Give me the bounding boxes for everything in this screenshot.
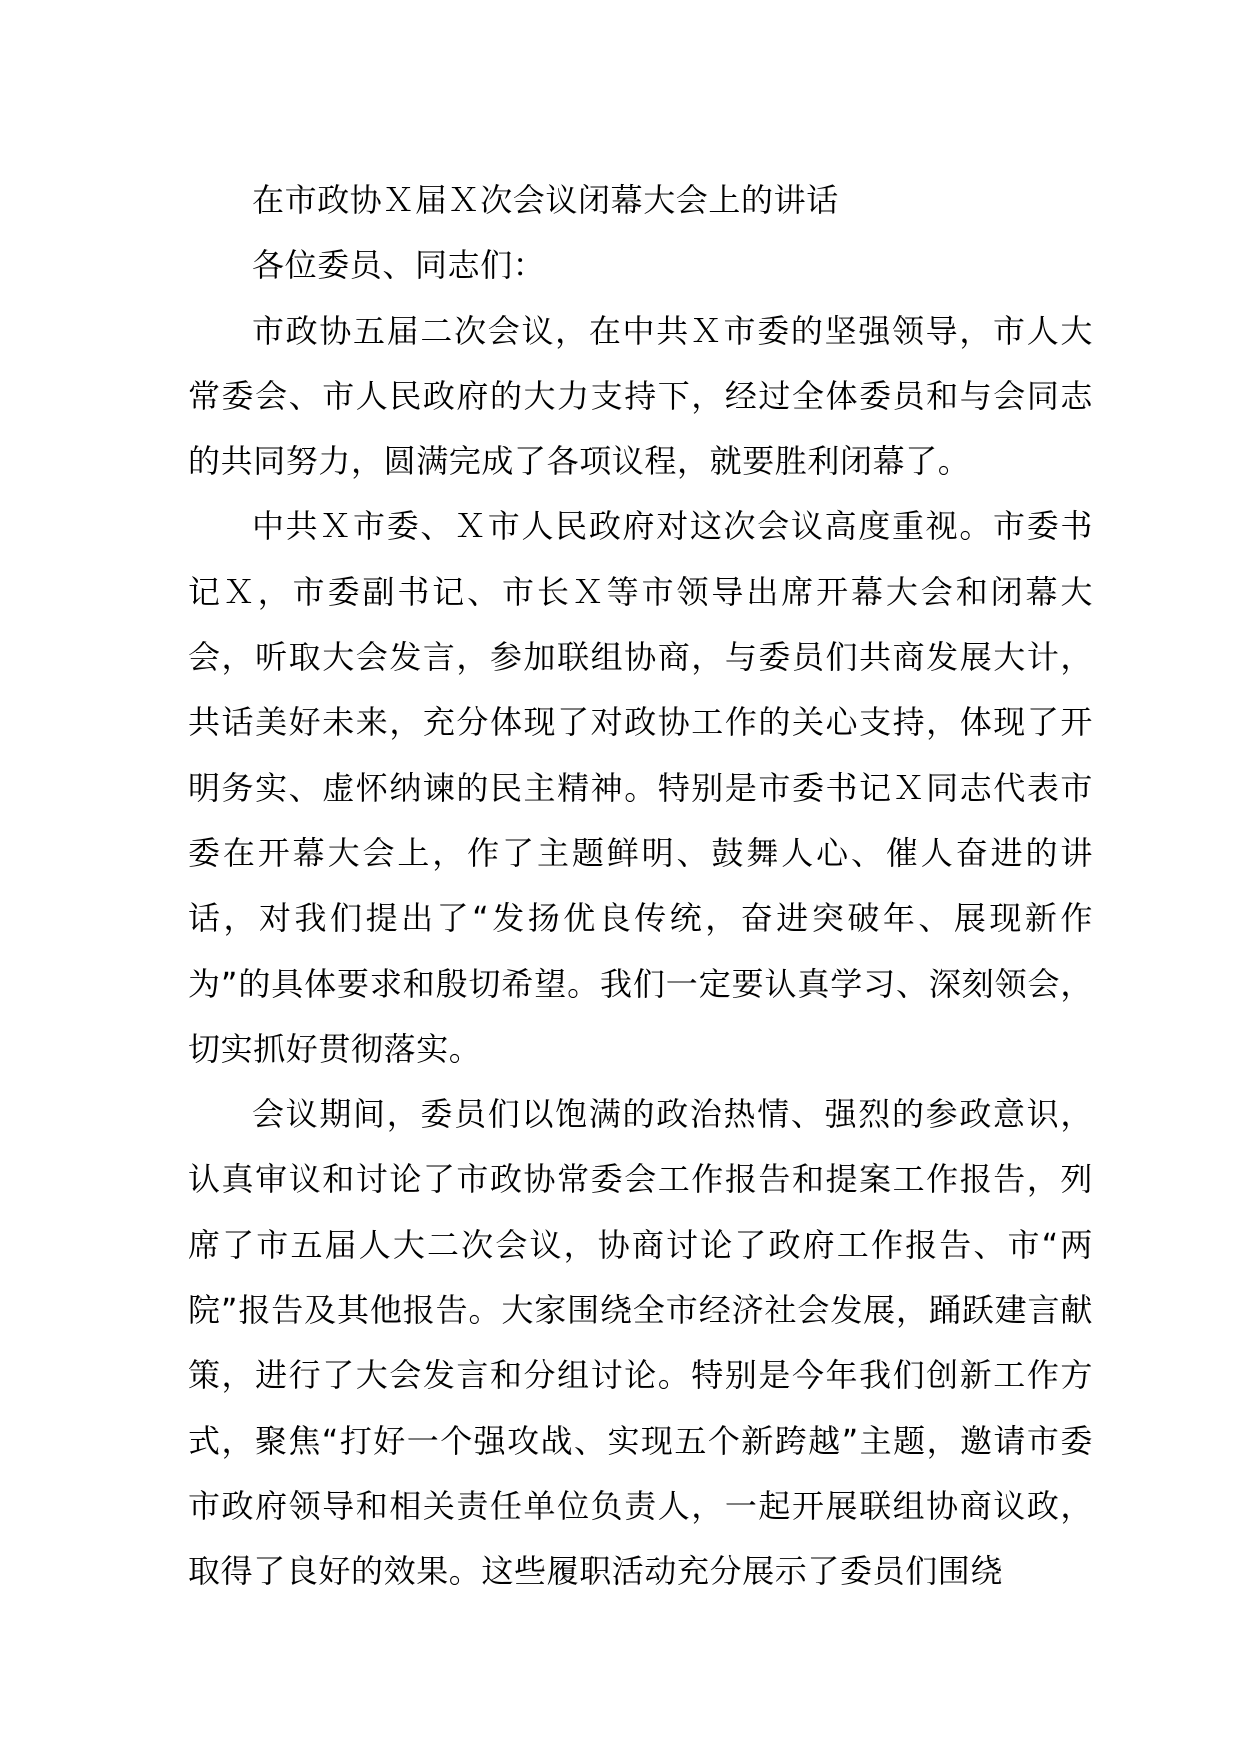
paragraph-2: 中共Ｘ市委、Ｘ市人民政府对这次会议高度重视。市委书记Ｘ，市委副书记、市长Ｘ等市领导出席开幕大会和闭幕大会，听取大会发言，参加联组协商，与委员们共商发展大计，共话美好未来，充分体现了对政协工作的关心支持，体现了开明务实、虚怀纳谏的民主精神。特别是市委书记Ｘ同志代表市委在开幕大会上，作了主题鲜明、鼓舞人心、催人奋进的讲话，对我们提出了“发扬优良传统，奋进突破年、展现新作为”的具体要求和殷切希望。我们一定要认真学习、深刻领会，切实抓好贯彻落实。: [188, 507, 1093, 1068]
salutation: 各位委员、同志们：: [252, 246, 546, 285]
paragraph-3: 会议期间，委员们以饱满的政治热情、强烈的参政意识，认真审议和讨论了市政协常委会工作报告和提案工作报告，列席了市五届人大二次会议，协商讨论了政府工作报告、市“两院”报告及其他报告。大家围绕全市经济社会发展，踊跃建言献策，进行了大会发言和分组讨论。特别是今年我们创新工作方式，聚焦“打好一个强攻战、实现五个新跨越”主题，邀请市委市政府领导和相关责任单位负责人，一起开展联组协商议政，取得了良好的效果。这些履职活动充分展示了委员们围绕: [188, 1095, 1093, 1591]
paragraph-1: 市政协五届二次会议，在中共Ｘ市委的坚强领导，市人大常委会、市人民政府的大力支持下，经过全体委员和与会同志的共同努力，圆满完成了各项议程，就要胜利闭幕了。: [188, 311, 1093, 481]
speech-title: 在市政协Ｘ届Ｘ次会议闭幕大会上的讲话: [252, 181, 839, 219]
speech-text: [188, 168, 1093, 1605]
